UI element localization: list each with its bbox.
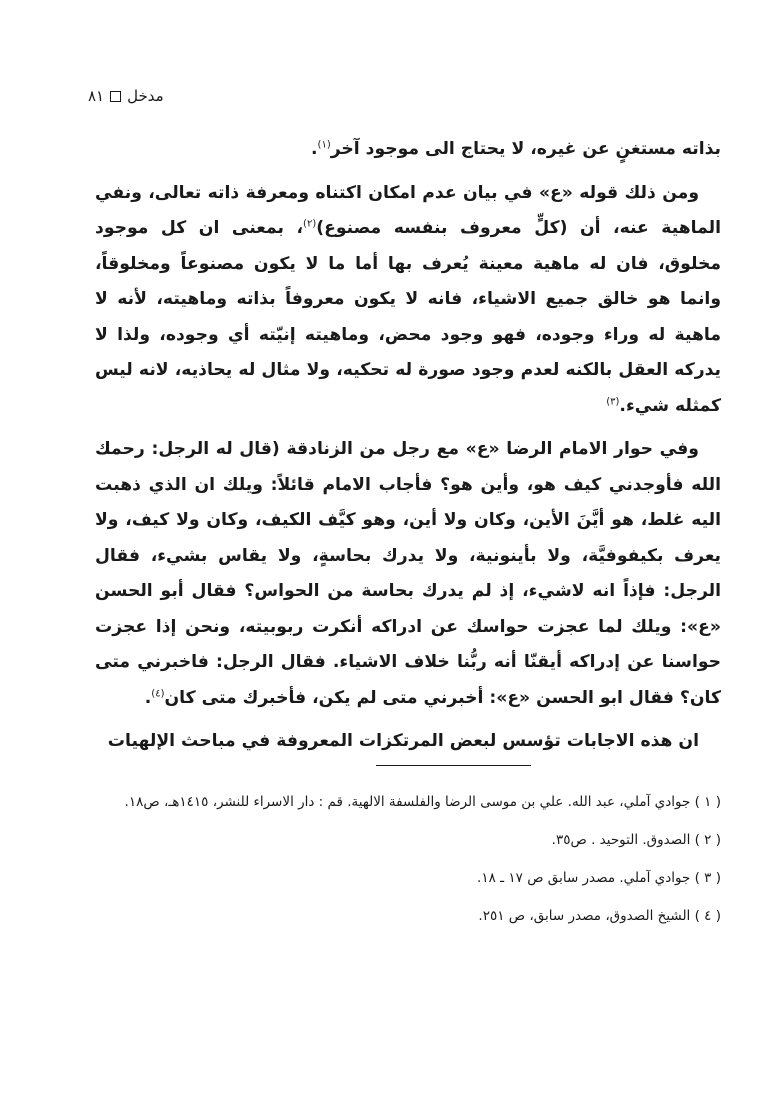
paragraph-text: بذاته مستغنٍ عن غيره، لا يحتاج الى موجود آخر (330, 139, 721, 159)
footnote-ref: (٣) (606, 395, 620, 407)
main-text (95, 132, 721, 768)
footnote-2: ( ٢ ) الصدوق. التوحيد . ص٣٥. (551, 832, 721, 848)
paragraph-2 (95, 176, 721, 425)
paragraph-3 (95, 432, 721, 716)
page-number: ٨١ (88, 87, 105, 105)
paragraph-1 (95, 132, 721, 168)
paragraph-tail: ، بمعنى ان كل موجود مخلوق، فان له ماهية معينة يُعرف بها أما ما لا يكون مصنوعاً ومخلوقاً، وانما هو خالق جميع الاشياء، فانه لا يكون معروفاً بذاته وماهيته، لأنه لا ماهية له وراء وجوده، فهو وجود محض، وماهيته إنيّته أي وجوده، ولذا لا يدركه العقل بالكنه لعدم وجود صورة له تحكيه، ولا مثال له يحاذيه، لانه ليس كمثله شيء. (95, 218, 721, 416)
paragraph-tail: . (311, 139, 318, 159)
running-header (88, 86, 164, 106)
paragraph-4 (95, 724, 721, 760)
paragraph-tail: . (144, 687, 152, 708)
footnote-ref: (١) (317, 139, 331, 151)
footnotes (95, 788, 721, 930)
footnote-1: ( ١ ) جوادي آملي، عبد الله. علي بن موسى الرضا والفلسفة الالهية. قم : دار الاسراء للنشر، ١٤١٥هـ، ص١٨. (124, 794, 721, 810)
footnote-4: ( ٤ ) الشيخ الصدوق، مصدر سابق، ص ٢٥١. (478, 908, 721, 924)
paragraph-text: ان هذه الاجابات تؤسس لبعض المرتكزات المعروفة في مباحث الإلهيات (107, 731, 699, 751)
footnote-ref: (٢) (303, 218, 317, 230)
square-separator-icon (110, 91, 121, 102)
paragraph-text: ومن ذلك قوله «ع» في بيان عدم امكان اكتناه ومعرفة ذاته تعالى، ونفي الماهية عنه، أن (كلٍّ معروف بنفسه مصنوع) (95, 182, 721, 238)
section-title: مدخل (127, 87, 164, 105)
footnote-3: ( ٣ ) جوادي آملي. مصدر سابق ص ١٧ ـ ١٨. (477, 870, 721, 886)
paragraph-text: وفي حوار الامام الرضا «ع» مع رجل من الزنادقة (قال له الرجل: رحمك الله فأوجدني كيف هو، وأين هو؟ فأجاب الامام قائلاً: ويلك ان الذي ذهبت اليه غلط، هو أيَّنَ الأين، وكان ولا أين، وهو كيَّف الكيف، وكان ولا كيف، ولا يعرف بكيفوفيَّة، ولا بأينونية، ولا يدرك بحاسةٍ، ولا يقاس بشيء، فقال الرجل: فإذاً انه لاشيء، إذ لم يدرك بحاسة من الحواس؟ فقال أبو الحسن «ع»: ويلك لما عجزت حواسك عن ادراكه أنكرت ربوبيته، ونحن إذا عجزت حواسنا عن إدراكه أيقنّا أنه ربُّنا خلاف الاشياء. فقال الرجل: فاخبرني متى كان؟ فقال ابو الحسن «ع»: أخبرني متى لم يكن، فأخبرك متى كان (95, 439, 721, 708)
footnote-ref: (٤) (151, 687, 165, 699)
footnote-divider (376, 765, 531, 766)
